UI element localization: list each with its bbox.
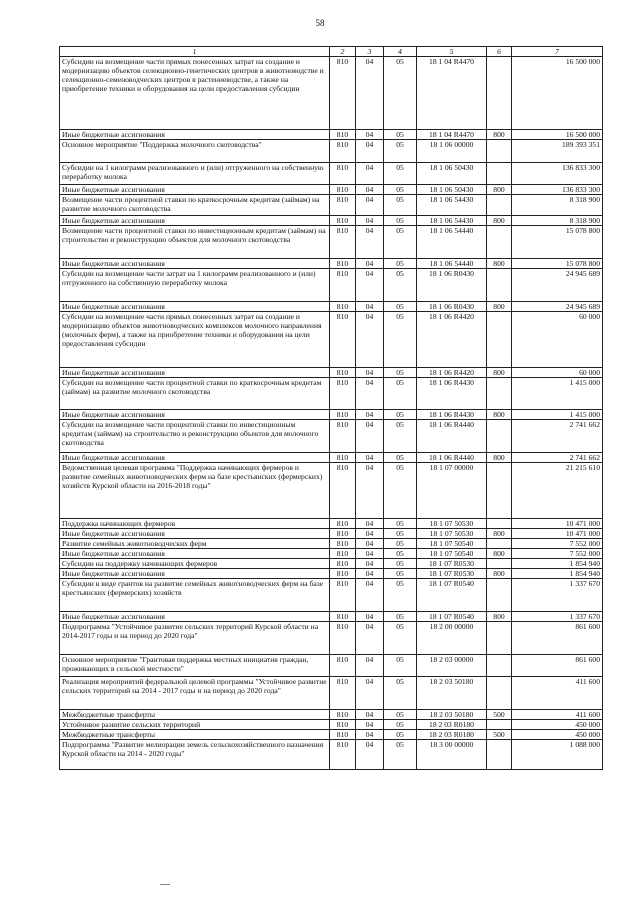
table-row bbox=[60, 539, 603, 549]
target-article-cell: 18 1 06 R4430 bbox=[417, 378, 487, 410]
ministry-code-cell: 810 bbox=[330, 312, 356, 368]
amount-cell: 16 500 000 bbox=[512, 57, 603, 130]
amount-cell: 2 741 662 bbox=[512, 453, 603, 463]
row-name-cell: Субсидии на поддержку начинающих фермеров bbox=[60, 559, 330, 569]
table-row bbox=[60, 710, 603, 720]
header-cell-subsection: 4 bbox=[384, 47, 417, 57]
amount-cell: 450 000 bbox=[512, 730, 603, 740]
row-name-cell: Возмещение части процентной ставки по краткосрочным кредитам (займам) на развитие молочного скотоводства bbox=[60, 195, 330, 216]
target-article-cell: 18 1 07 R0530 bbox=[417, 559, 487, 569]
table-row bbox=[60, 195, 603, 216]
section-code-cell: 04 bbox=[356, 710, 384, 720]
section-code-cell: 04 bbox=[356, 453, 384, 463]
target-article-cell: 18 1 06 54430 bbox=[417, 195, 487, 216]
expense-type-cell bbox=[487, 420, 512, 453]
row-name-cell: Иные бюджетные ассигнования bbox=[60, 185, 330, 195]
expense-type-cell bbox=[487, 140, 512, 163]
subsection-code-cell: 05 bbox=[384, 302, 417, 312]
expense-type-cell: 800 bbox=[487, 410, 512, 420]
target-article-cell: 18 1 06 00000 bbox=[417, 140, 487, 163]
ministry-code-cell: 810 bbox=[330, 730, 356, 740]
row-name-cell: Субсидии на возмещение части прямых понесенных затрат на создание и модернизацию объектов селекционно-генетических центров в животноводстве и селекционно-семеноводческих центров в растениеводстве, а также на приобретение техники и оборудования на цели предоставления субсидии bbox=[60, 57, 330, 130]
row-name-cell: Устойчивое развитие сельских территорий bbox=[60, 720, 330, 730]
expense-type-cell bbox=[487, 163, 512, 185]
section-code-cell: 04 bbox=[356, 410, 384, 420]
subsection-code-cell: 05 bbox=[384, 163, 417, 185]
ministry-code-cell: 810 bbox=[330, 302, 356, 312]
target-article-cell: 18 1 06 R4440 bbox=[417, 453, 487, 463]
budget-table bbox=[59, 46, 603, 770]
section-code-cell: 04 bbox=[356, 519, 384, 529]
table-row bbox=[60, 226, 603, 259]
section-code-cell: 04 bbox=[356, 269, 384, 302]
ministry-code-cell: 810 bbox=[330, 185, 356, 195]
amount-cell: 60 000 bbox=[512, 312, 603, 368]
table-row bbox=[60, 378, 603, 410]
subsection-code-cell: 05 bbox=[384, 720, 417, 730]
row-name-cell: Основное мероприятие "Поддержка молочного скотоводства" bbox=[60, 140, 330, 163]
expense-type-cell: 500 bbox=[487, 710, 512, 720]
amount-cell: 8 318 900 bbox=[512, 195, 603, 216]
expense-type-cell bbox=[487, 269, 512, 302]
table-row bbox=[60, 410, 603, 420]
amount-cell: 1 854 940 bbox=[512, 569, 603, 579]
amount-cell: 7 552 000 bbox=[512, 539, 603, 549]
amount-cell: 15 078 800 bbox=[512, 259, 603, 269]
amount-cell: 450 000 bbox=[512, 720, 603, 730]
subsection-code-cell: 05 bbox=[384, 677, 417, 710]
ministry-code-cell: 810 bbox=[330, 453, 356, 463]
amount-cell: 1 854 940 bbox=[512, 559, 603, 569]
ministry-code-cell: 810 bbox=[330, 410, 356, 420]
section-code-cell: 04 bbox=[356, 302, 384, 312]
expense-type-cell bbox=[487, 622, 512, 655]
subsection-code-cell: 05 bbox=[384, 569, 417, 579]
subsection-code-cell: 05 bbox=[384, 549, 417, 559]
amount-cell: 24 945 689 bbox=[512, 302, 603, 312]
subsection-code-cell: 05 bbox=[384, 378, 417, 410]
ministry-code-cell: 810 bbox=[330, 378, 356, 410]
table-row bbox=[60, 269, 603, 302]
row-name-cell: Возмещение части процентной ставки по инвестиционным кредитам (займам) на строительство и реконструкцию объектов для молочного скотоводства bbox=[60, 226, 330, 259]
amount-cell: 411 600 bbox=[512, 677, 603, 710]
table-row bbox=[60, 579, 603, 612]
target-article-cell: 18 1 06 R4420 bbox=[417, 368, 487, 378]
expense-type-cell bbox=[487, 226, 512, 259]
subsection-code-cell: 05 bbox=[384, 463, 417, 519]
subsection-code-cell: 05 bbox=[384, 710, 417, 720]
target-article-cell: 18 1 06 50430 bbox=[417, 163, 487, 185]
row-name-cell: Иные бюджетные ассигнования bbox=[60, 130, 330, 140]
target-article-cell: 18 1 06 50430 bbox=[417, 185, 487, 195]
section-code-cell: 04 bbox=[356, 569, 384, 579]
expense-type-cell: 800 bbox=[487, 612, 512, 622]
section-code-cell: 04 bbox=[356, 140, 384, 163]
subsection-code-cell: 05 bbox=[384, 453, 417, 463]
target-article-cell: 18 2 03 00000 bbox=[417, 655, 487, 677]
amount-cell: 411 600 bbox=[512, 710, 603, 720]
amount-cell: 1 337 670 bbox=[512, 612, 603, 622]
ministry-code-cell: 810 bbox=[330, 549, 356, 559]
amount-cell: 8 318 900 bbox=[512, 216, 603, 226]
section-code-cell: 04 bbox=[356, 529, 384, 539]
expense-type-cell bbox=[487, 378, 512, 410]
ministry-code-cell: 810 bbox=[330, 216, 356, 226]
amount-cell: 15 078 800 bbox=[512, 226, 603, 259]
expense-type-cell bbox=[487, 677, 512, 710]
ministry-code-cell: 810 bbox=[330, 140, 356, 163]
table-row bbox=[60, 519, 603, 529]
header-cell-expense-type: 6 bbox=[487, 47, 512, 57]
section-code-cell: 04 bbox=[356, 677, 384, 710]
table-row bbox=[60, 312, 603, 368]
header-cell-name: 1 bbox=[60, 47, 330, 57]
table-row bbox=[60, 216, 603, 226]
ministry-code-cell: 810 bbox=[330, 368, 356, 378]
table-row bbox=[60, 720, 603, 730]
section-code-cell: 04 bbox=[356, 579, 384, 612]
row-name-cell: Иные бюджетные ассигнования bbox=[60, 612, 330, 622]
table-row bbox=[60, 559, 603, 569]
table-row bbox=[60, 185, 603, 195]
row-name-cell: Подпрограмма "Развитие мелиорации земель сельскохозяйственного назначения Курской области на 2014 - 2020 годы" bbox=[60, 740, 330, 770]
expense-type-cell bbox=[487, 655, 512, 677]
table-row bbox=[60, 453, 603, 463]
row-name-cell: Субсидии на возмещение части процентной ставки по инвестиционным кредитам (займам) на строительство и реконструкцию объектов для молочного скотоводства bbox=[60, 420, 330, 453]
ministry-code-cell: 810 bbox=[330, 677, 356, 710]
ministry-code-cell: 810 bbox=[330, 57, 356, 130]
expense-type-cell bbox=[487, 539, 512, 549]
section-code-cell: 04 bbox=[356, 612, 384, 622]
subsection-code-cell: 05 bbox=[384, 559, 417, 569]
table-row bbox=[60, 163, 603, 185]
subsection-code-cell: 05 bbox=[384, 579, 417, 612]
table-row bbox=[60, 655, 603, 677]
footer-mark bbox=[160, 884, 170, 885]
expense-type-cell bbox=[487, 57, 512, 130]
subsection-code-cell: 05 bbox=[384, 529, 417, 539]
amount-cell: 861 600 bbox=[512, 622, 603, 655]
target-article-cell: 18 1 07 50540 bbox=[417, 549, 487, 559]
header-row bbox=[60, 47, 603, 57]
table-row bbox=[60, 368, 603, 378]
row-name-cell: Иные бюджетные ассигнования bbox=[60, 302, 330, 312]
table-row bbox=[60, 549, 603, 559]
row-name-cell: Основное мероприятие "Грантовая поддержка местных инициатив граждан, проживающих в сельской местности" bbox=[60, 655, 330, 677]
row-name-cell: Развитие семейных животноводческих ферм bbox=[60, 539, 330, 549]
row-name-cell: Иные бюджетные ассигнования bbox=[60, 569, 330, 579]
ministry-code-cell: 810 bbox=[330, 130, 356, 140]
ministry-code-cell: 810 bbox=[330, 529, 356, 539]
ministry-code-cell: 810 bbox=[330, 559, 356, 569]
expense-type-cell: 800 bbox=[487, 259, 512, 269]
table-row bbox=[60, 677, 603, 710]
row-name-cell: Субсидии на возмещение части процентной ставки по краткосрочным кредитам (займам) на развитие молочного скотоводства bbox=[60, 378, 330, 410]
target-article-cell: 18 1 07 R0540 bbox=[417, 579, 487, 612]
section-code-cell: 04 bbox=[356, 130, 384, 140]
ministry-code-cell: 810 bbox=[330, 269, 356, 302]
header-cell-target-article: 5 bbox=[417, 47, 487, 57]
row-name-cell: Иные бюджетные ассигнования bbox=[60, 368, 330, 378]
section-code-cell: 04 bbox=[356, 549, 384, 559]
row-name-cell: Реализация мероприятий федеральной целевой программы "Устойчивое развитие сельских территорий на 2014 - 2017 годы и на период до 2020 года" bbox=[60, 677, 330, 710]
row-name-cell: Иные бюджетные ассигнования bbox=[60, 410, 330, 420]
row-name-cell: Субсидии в виде грантов на развитие семейных животноводческих ферм на базе крестьянских (фермерских) хозяйств bbox=[60, 579, 330, 612]
row-name-cell: Субсидии на 1 килограмм реализованного и (или) отгруженного на собственную переработку молока bbox=[60, 163, 330, 185]
subsection-code-cell: 05 bbox=[384, 269, 417, 302]
expense-type-cell: 500 bbox=[487, 730, 512, 740]
section-code-cell: 04 bbox=[356, 226, 384, 259]
section-code-cell: 04 bbox=[356, 163, 384, 185]
expense-type-cell: 800 bbox=[487, 302, 512, 312]
expense-type-cell: 800 bbox=[487, 549, 512, 559]
subsection-code-cell: 05 bbox=[384, 740, 417, 770]
amount-cell: 136 833 300 bbox=[512, 163, 603, 185]
subsection-code-cell: 05 bbox=[384, 622, 417, 655]
target-article-cell: 18 1 07 50530 bbox=[417, 519, 487, 529]
expense-type-cell bbox=[487, 720, 512, 730]
subsection-code-cell: 05 bbox=[384, 226, 417, 259]
target-article-cell: 18 1 06 54440 bbox=[417, 226, 487, 259]
subsection-code-cell: 05 bbox=[384, 730, 417, 740]
section-code-cell: 04 bbox=[356, 259, 384, 269]
section-code-cell: 04 bbox=[356, 312, 384, 368]
expense-type-cell: 800 bbox=[487, 529, 512, 539]
section-code-cell: 04 bbox=[356, 420, 384, 453]
target-article-cell: 18 2 03 R0180 bbox=[417, 720, 487, 730]
subsection-code-cell: 05 bbox=[384, 57, 417, 130]
amount-cell: 16 500 000 bbox=[512, 130, 603, 140]
row-name-cell: Иные бюджетные ассигнования bbox=[60, 549, 330, 559]
amount-cell: 60 000 bbox=[512, 368, 603, 378]
subsection-code-cell: 05 bbox=[384, 420, 417, 453]
subsection-code-cell: 05 bbox=[384, 140, 417, 163]
amount-cell: 1 337 670 bbox=[512, 579, 603, 612]
expense-type-cell bbox=[487, 195, 512, 216]
ministry-code-cell: 810 bbox=[330, 259, 356, 269]
row-name-cell: Иные бюджетные ассигнования bbox=[60, 529, 330, 539]
row-name-cell: Поддержка начинающих фермеров bbox=[60, 519, 330, 529]
ministry-code-cell: 810 bbox=[330, 539, 356, 549]
target-article-cell: 18 1 06 R4440 bbox=[417, 420, 487, 453]
ministry-code-cell: 810 bbox=[330, 720, 356, 730]
subsection-code-cell: 05 bbox=[384, 655, 417, 677]
subsection-code-cell: 05 bbox=[384, 185, 417, 195]
subsection-code-cell: 05 bbox=[384, 368, 417, 378]
expense-type-cell bbox=[487, 740, 512, 770]
section-code-cell: 04 bbox=[356, 730, 384, 740]
target-article-cell: 18 1 04 R4470 bbox=[417, 130, 487, 140]
page-number: 58 bbox=[315, 18, 325, 28]
ministry-code-cell: 810 bbox=[330, 579, 356, 612]
amount-cell: 189 393 351 bbox=[512, 140, 603, 163]
amount-cell: 1 088 000 bbox=[512, 740, 603, 770]
ministry-code-cell: 810 bbox=[330, 710, 356, 720]
target-article-cell: 18 2 03 R0180 bbox=[417, 730, 487, 740]
expense-type-cell: 800 bbox=[487, 569, 512, 579]
expense-type-cell bbox=[487, 519, 512, 529]
header-cell-amount: 7 bbox=[512, 47, 603, 57]
ministry-code-cell: 810 bbox=[330, 622, 356, 655]
expense-type-cell: 800 bbox=[487, 368, 512, 378]
expense-type-cell bbox=[487, 559, 512, 569]
subsection-code-cell: 05 bbox=[384, 216, 417, 226]
target-article-cell: 18 1 07 50530 bbox=[417, 529, 487, 539]
amount-cell: 10 471 000 bbox=[512, 519, 603, 529]
amount-cell: 21 215 610 bbox=[512, 463, 603, 519]
subsection-code-cell: 05 bbox=[384, 410, 417, 420]
amount-cell: 1 415 000 bbox=[512, 410, 603, 420]
table-row bbox=[60, 612, 603, 622]
target-article-cell: 18 1 06 R4430 bbox=[417, 410, 487, 420]
target-article-cell: 18 1 06 R4420 bbox=[417, 312, 487, 368]
row-name-cell: Межбюджетные трансферты bbox=[60, 710, 330, 720]
section-code-cell: 04 bbox=[356, 185, 384, 195]
row-name-cell: Подпрограмма "Устойчивое развитие сельских территорий Курской области на 2014-2017 годы и на период до 2020 года" bbox=[60, 622, 330, 655]
subsection-code-cell: 05 bbox=[384, 259, 417, 269]
section-code-cell: 04 bbox=[356, 368, 384, 378]
ministry-code-cell: 810 bbox=[330, 420, 356, 453]
table-row bbox=[60, 463, 603, 519]
row-name-cell: Ведомственная целевая программа "Поддержка начинающих фермеров и развитие семейных животноводческих ферм на базе крестьянских (фермерских) хозяйств Курской области на 2016-2018 годы" bbox=[60, 463, 330, 519]
target-article-cell: 18 1 07 50540 bbox=[417, 539, 487, 549]
amount-cell: 7 552 000 bbox=[512, 549, 603, 559]
section-code-cell: 04 bbox=[356, 622, 384, 655]
expense-type-cell bbox=[487, 579, 512, 612]
amount-cell: 2 741 662 bbox=[512, 420, 603, 453]
row-name-cell: Субсидии на возмещение части затрат на 1 килограмм реализованного и (или) отгруженного на собственную переработку молока bbox=[60, 269, 330, 302]
subsection-code-cell: 05 bbox=[384, 130, 417, 140]
table-row bbox=[60, 259, 603, 269]
section-code-cell: 04 bbox=[356, 655, 384, 677]
ministry-code-cell: 810 bbox=[330, 163, 356, 185]
target-article-cell: 18 1 07 R0540 bbox=[417, 612, 487, 622]
table-row bbox=[60, 302, 603, 312]
amount-cell: 136 833 300 bbox=[512, 185, 603, 195]
row-name-cell: Иные бюджетные ассигнования bbox=[60, 216, 330, 226]
ministry-code-cell: 810 bbox=[330, 655, 356, 677]
subsection-code-cell: 05 bbox=[384, 539, 417, 549]
table-row bbox=[60, 622, 603, 655]
table-row bbox=[60, 140, 603, 163]
header-cell-section: 3 bbox=[356, 47, 384, 57]
subsection-code-cell: 05 bbox=[384, 312, 417, 368]
table-row bbox=[60, 569, 603, 579]
subsection-code-cell: 05 bbox=[384, 519, 417, 529]
section-code-cell: 04 bbox=[356, 216, 384, 226]
table-row bbox=[60, 420, 603, 453]
ministry-code-cell: 810 bbox=[330, 463, 356, 519]
section-code-cell: 04 bbox=[356, 539, 384, 549]
target-article-cell: 18 3 00 00000 bbox=[417, 740, 487, 770]
amount-cell: 10 471 000 bbox=[512, 529, 603, 539]
target-article-cell: 18 1 04 R4470 bbox=[417, 57, 487, 130]
expense-type-cell: 800 bbox=[487, 216, 512, 226]
row-name-cell: Субсидии на возмещение части прямых понесенных затрат на создание и модернизацию объектов животноводческих комплексов молочного направления (молочных ферм), а также на приобретение техники и оборудования на цели предоставления субсидии bbox=[60, 312, 330, 368]
ministry-code-cell: 810 bbox=[330, 195, 356, 216]
target-article-cell: 18 1 07 R0530 bbox=[417, 569, 487, 579]
table-row bbox=[60, 57, 603, 130]
target-article-cell: 18 1 07 00000 bbox=[417, 463, 487, 519]
table-row bbox=[60, 730, 603, 740]
target-article-cell: 18 2 00 00000 bbox=[417, 622, 487, 655]
expense-type-cell bbox=[487, 312, 512, 368]
expense-type-cell: 800 bbox=[487, 453, 512, 463]
subsection-code-cell: 05 bbox=[384, 195, 417, 216]
section-code-cell: 04 bbox=[356, 559, 384, 569]
ministry-code-cell: 810 bbox=[330, 612, 356, 622]
expense-type-cell: 800 bbox=[487, 130, 512, 140]
target-article-cell: 18 2 03 50180 bbox=[417, 710, 487, 720]
header-cell-ministry: 2 bbox=[330, 47, 356, 57]
expense-type-cell: 800 bbox=[487, 185, 512, 195]
target-article-cell: 18 2 03 50180 bbox=[417, 677, 487, 710]
amount-cell: 1 415 000 bbox=[512, 378, 603, 410]
subsection-code-cell: 05 bbox=[384, 612, 417, 622]
section-code-cell: 04 bbox=[356, 720, 384, 730]
expense-type-cell bbox=[487, 463, 512, 519]
section-code-cell: 04 bbox=[356, 378, 384, 410]
amount-cell: 24 945 689 bbox=[512, 269, 603, 302]
ministry-code-cell: 810 bbox=[330, 226, 356, 259]
section-code-cell: 04 bbox=[356, 740, 384, 770]
table-row bbox=[60, 529, 603, 539]
ministry-code-cell: 810 bbox=[330, 740, 356, 770]
target-article-cell: 18 1 06 R0430 bbox=[417, 269, 487, 302]
table-row bbox=[60, 130, 603, 140]
ministry-code-cell: 810 bbox=[330, 519, 356, 529]
target-article-cell: 18 1 06 54430 bbox=[417, 216, 487, 226]
row-name-cell: Иные бюджетные ассигнования bbox=[60, 259, 330, 269]
target-article-cell: 18 1 06 54440 bbox=[417, 259, 487, 269]
row-name-cell: Межбюджетные трансферты bbox=[60, 730, 330, 740]
row-name-cell: Иные бюджетные ассигнования bbox=[60, 453, 330, 463]
section-code-cell: 04 bbox=[356, 463, 384, 519]
target-article-cell: 18 1 06 R0430 bbox=[417, 302, 487, 312]
ministry-code-cell: 810 bbox=[330, 569, 356, 579]
section-code-cell: 04 bbox=[356, 195, 384, 216]
amount-cell: 861 600 bbox=[512, 655, 603, 677]
table-row bbox=[60, 740, 603, 770]
section-code-cell: 04 bbox=[356, 57, 384, 130]
